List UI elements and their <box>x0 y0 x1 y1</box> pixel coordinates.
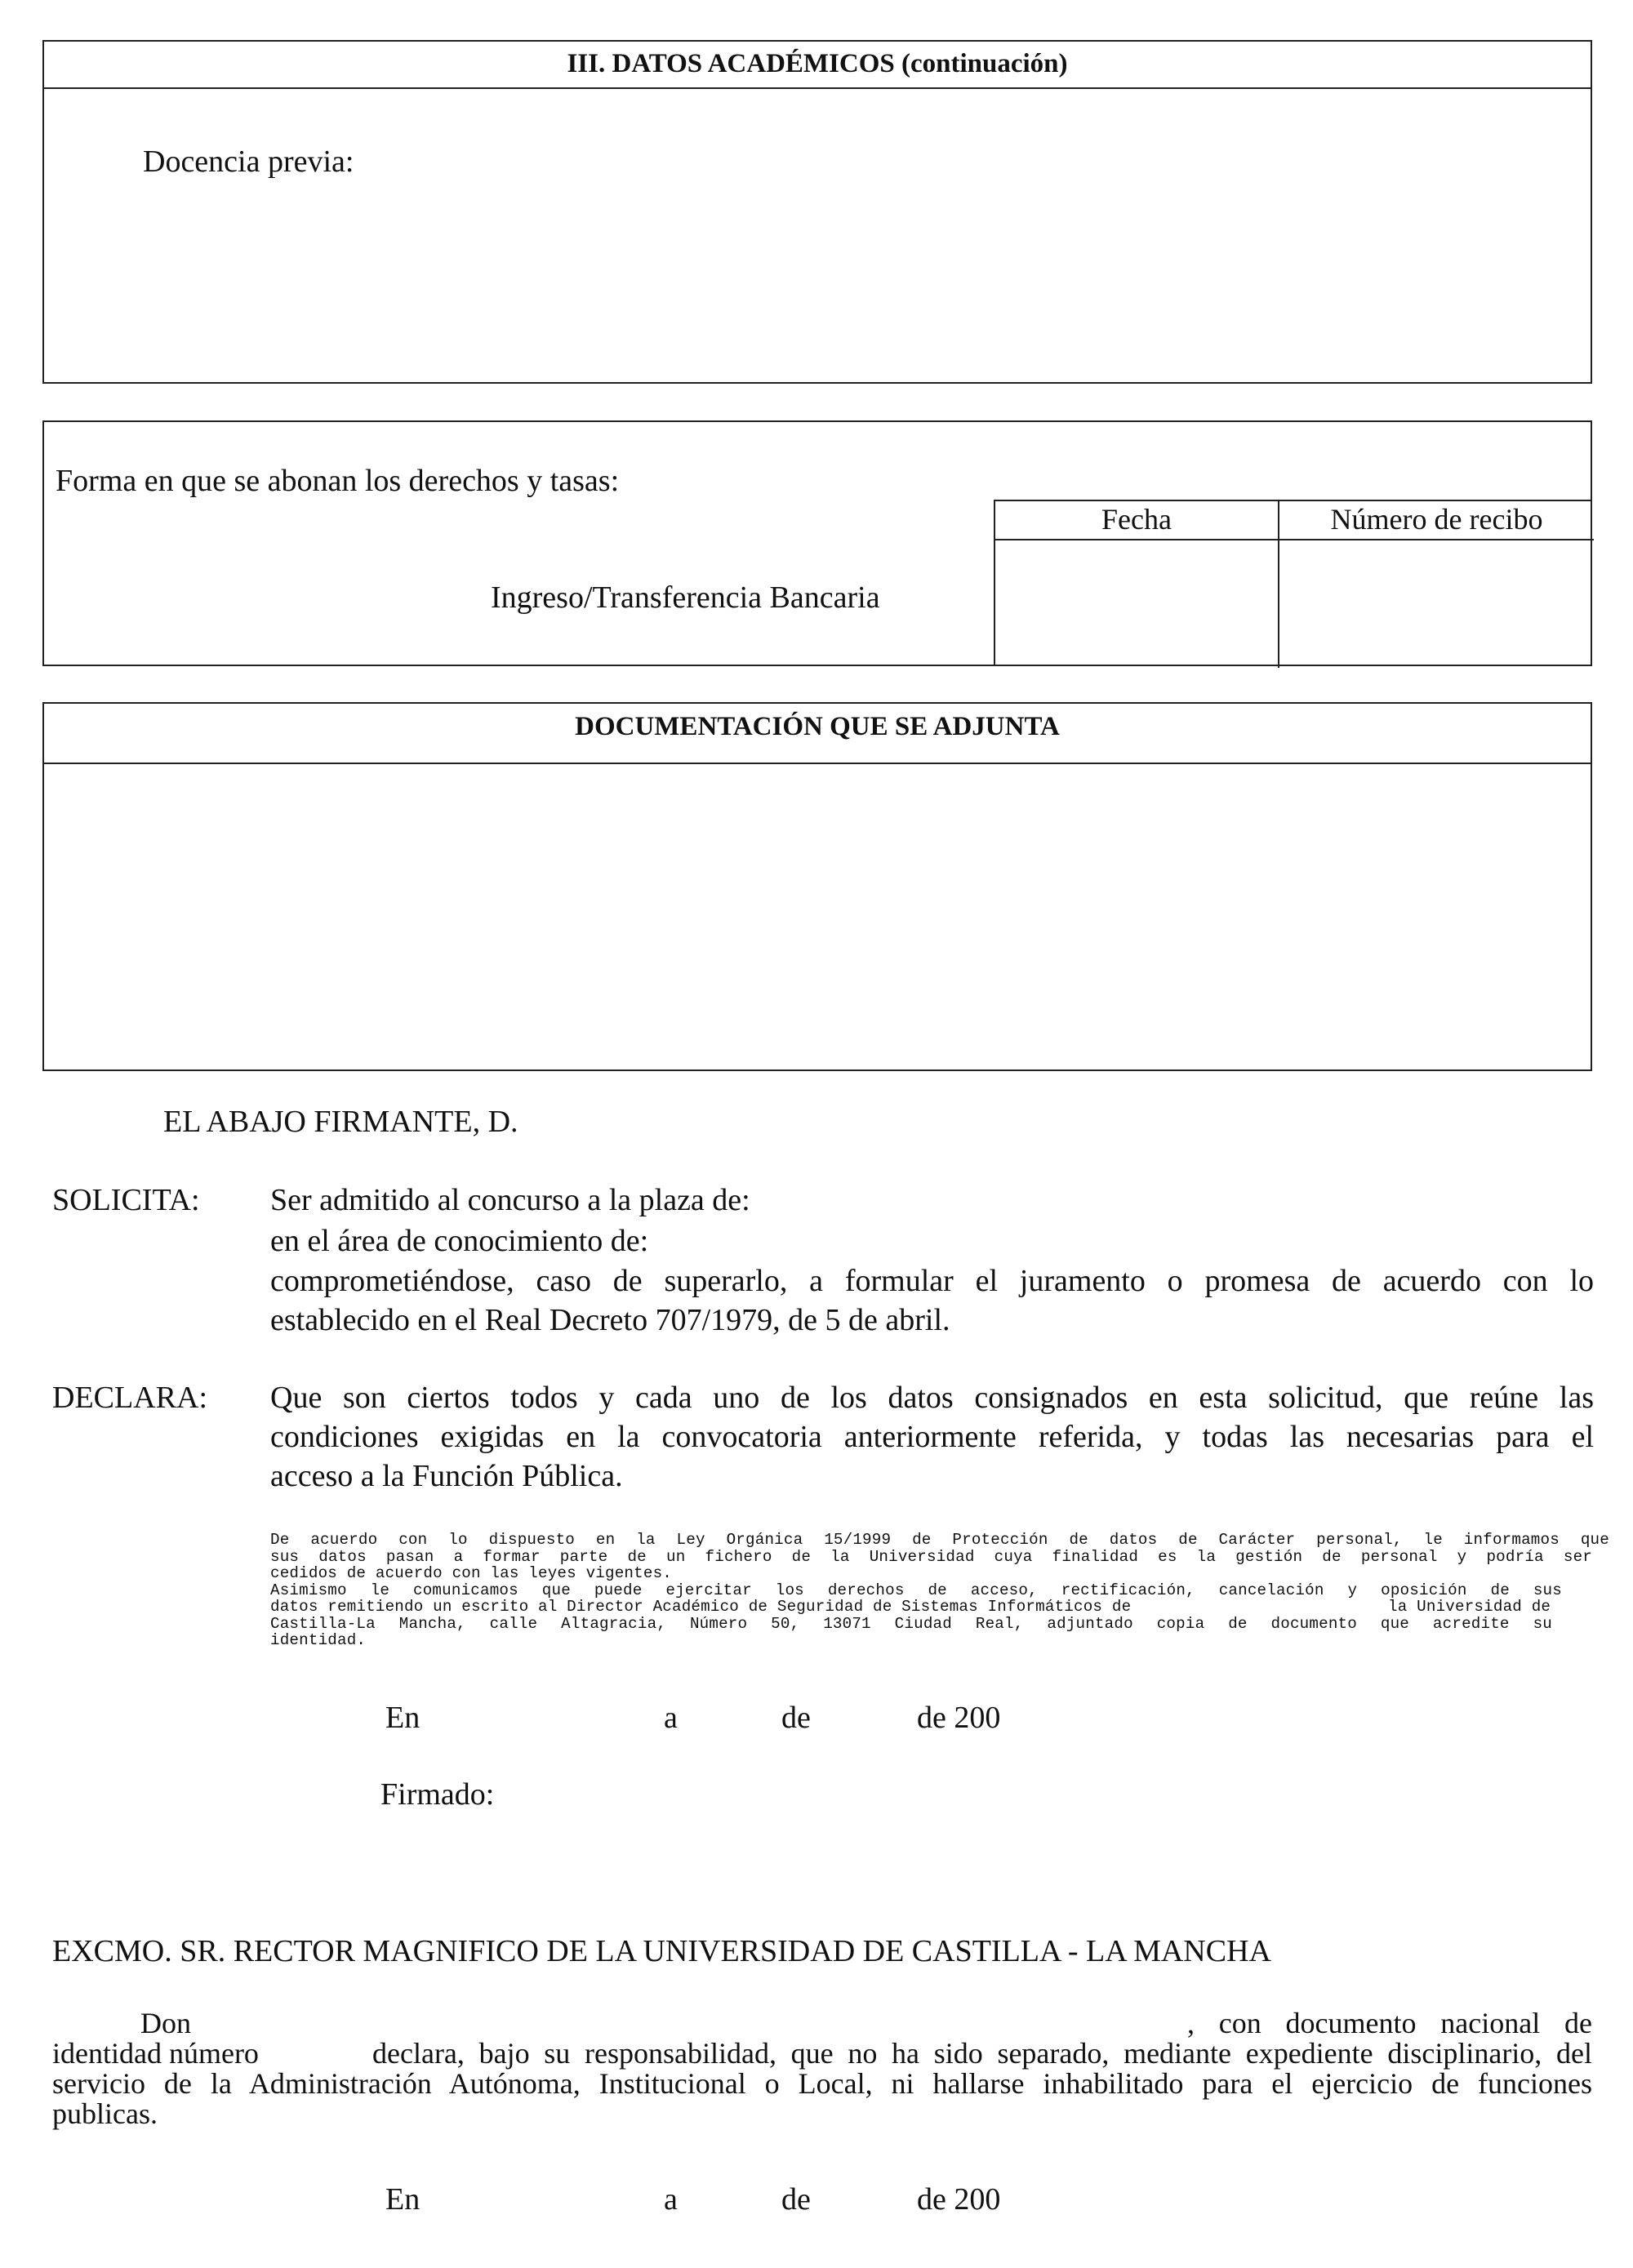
date-1-year: de 200 <box>917 1701 1001 1735</box>
signer-line: EL ABAJO FIRMANTE, D. <box>163 1105 518 1139</box>
declara-line-3: acceso a la Función Pública. <box>270 1459 623 1493</box>
date-2-de: de <box>781 2182 811 2217</box>
docencia-previa-label: Docencia previa: <box>143 145 354 179</box>
sworn-line-2: declara, bajo su responsabilidad, que no ha sido separado, mediante expediente disciplinario, del <box>372 2037 1592 2070</box>
date-1-de: de <box>781 1701 811 1735</box>
academic-section-title: III. DATOS ACADÉMICOS (continuación) <box>44 42 1591 89</box>
receipt-table <box>994 500 1592 666</box>
payment-method-value: Ingreso/Transferencia Bancaria <box>491 580 880 615</box>
privacy-line-3: cedidos de acuerdo con las leyes vigentes. <box>270 1564 673 1582</box>
solicita-line-1: Ser admitido al concurso a la plaza de: <box>270 1183 750 1217</box>
date-2-year: de 200 <box>917 2182 1001 2217</box>
recibo-header-text: Número de recibo <box>1330 503 1543 536</box>
documents-section-title: DOCUMENTACIÓN QUE SE ADJUNTA <box>44 704 1591 764</box>
fecha-header-text: Fecha <box>1101 503 1172 536</box>
privacy-notice <box>270 1532 1609 1649</box>
privacy-line-6: Castilla-La Mancha, calle Altagracia, Número 50, 13071 Ciudad Real, adjuntado copia de documento que acredite su <box>270 1614 1552 1633</box>
payment-box <box>42 420 1592 666</box>
declara-line-2: condiciones exigidas en la convocatoria anteriormente referida, y todas las necesarias para el <box>270 1420 1594 1454</box>
sworn-id-label: identidad número <box>52 2037 259 2070</box>
documents-box <box>42 702 1592 1071</box>
sworn-line-3: servicio de la Administración Autónoma, Institucional o Local, ni hallarse inhabilitado para el ejercicio de funciones <box>52 2067 1592 2100</box>
declara-line-1: Que son ciertos todos y cada uno de los datos consignados en esta solicitud, que reúne las <box>270 1381 1594 1415</box>
solicita-line-4: establecido en el Real Decreto 707/1979, de 5 de abril. <box>270 1303 950 1337</box>
privacy-line-1: De acuerdo con lo dispuesto en la Ley Orgánica 15/1999 de Protección de datos de Carácter personal, le informamos que <box>270 1531 1609 1549</box>
privacy-line-4: Asimismo le comunicamos que puede ejercitar los derechos de acceso, rectificación, cancelación y oposición de sus <box>270 1581 1562 1599</box>
addressee: EXCMO. SR. RECTOR MAGNIFICO DE LA UNIVERSIDAD DE CASTILLA - LA MANCHA <box>52 1934 1271 1968</box>
date-1-en: En <box>385 1701 420 1735</box>
sworn-don: Don <box>140 2007 191 2039</box>
solicita-label: SOLICITA: <box>52 1183 200 1217</box>
sworn-con-doc: , con documento nacional de <box>1187 2007 1592 2039</box>
academic-data-box <box>42 40 1592 384</box>
solicita-line-3: comprometiéndose, caso de superarlo, a formular el juramento o promesa de acuerdo con lo <box>270 1264 1594 1298</box>
privacy-line-2: sus datos pasan a formar parte de un fichero de la Universidad cuya finalidad es la gestión de personal y podría ser <box>270 1547 1592 1566</box>
firmado-label: Firmado: <box>380 1777 495 1812</box>
privacy-line-5b: la Universidad de <box>1388 1598 1551 1616</box>
privacy-line-5 <box>270 1599 1609 1616</box>
payment-method-label: Forma en que se abonan los derechos y tasas: <box>56 464 620 498</box>
fecha-header <box>995 501 1279 540</box>
date-1-a: a <box>664 1701 678 1735</box>
solicita-line-2: en el área de conocimiento de: <box>270 1224 649 1258</box>
declara-label: DECLARA: <box>52 1381 207 1415</box>
privacy-line-7: identidad. <box>270 1631 367 1649</box>
sworn-line-4: publicas. <box>52 2097 158 2130</box>
date-2-a: a <box>664 2182 678 2217</box>
recibo-header <box>1279 501 1594 540</box>
recibo-value-field[interactable] <box>1279 540 1594 668</box>
fecha-value-field[interactable] <box>995 540 1279 668</box>
privacy-line-5a: datos remitiendo un escrito al Director Académico de Seguridad de Sistemas Informáticos de <box>270 1598 1132 1616</box>
date-2-en: En <box>385 2182 420 2217</box>
